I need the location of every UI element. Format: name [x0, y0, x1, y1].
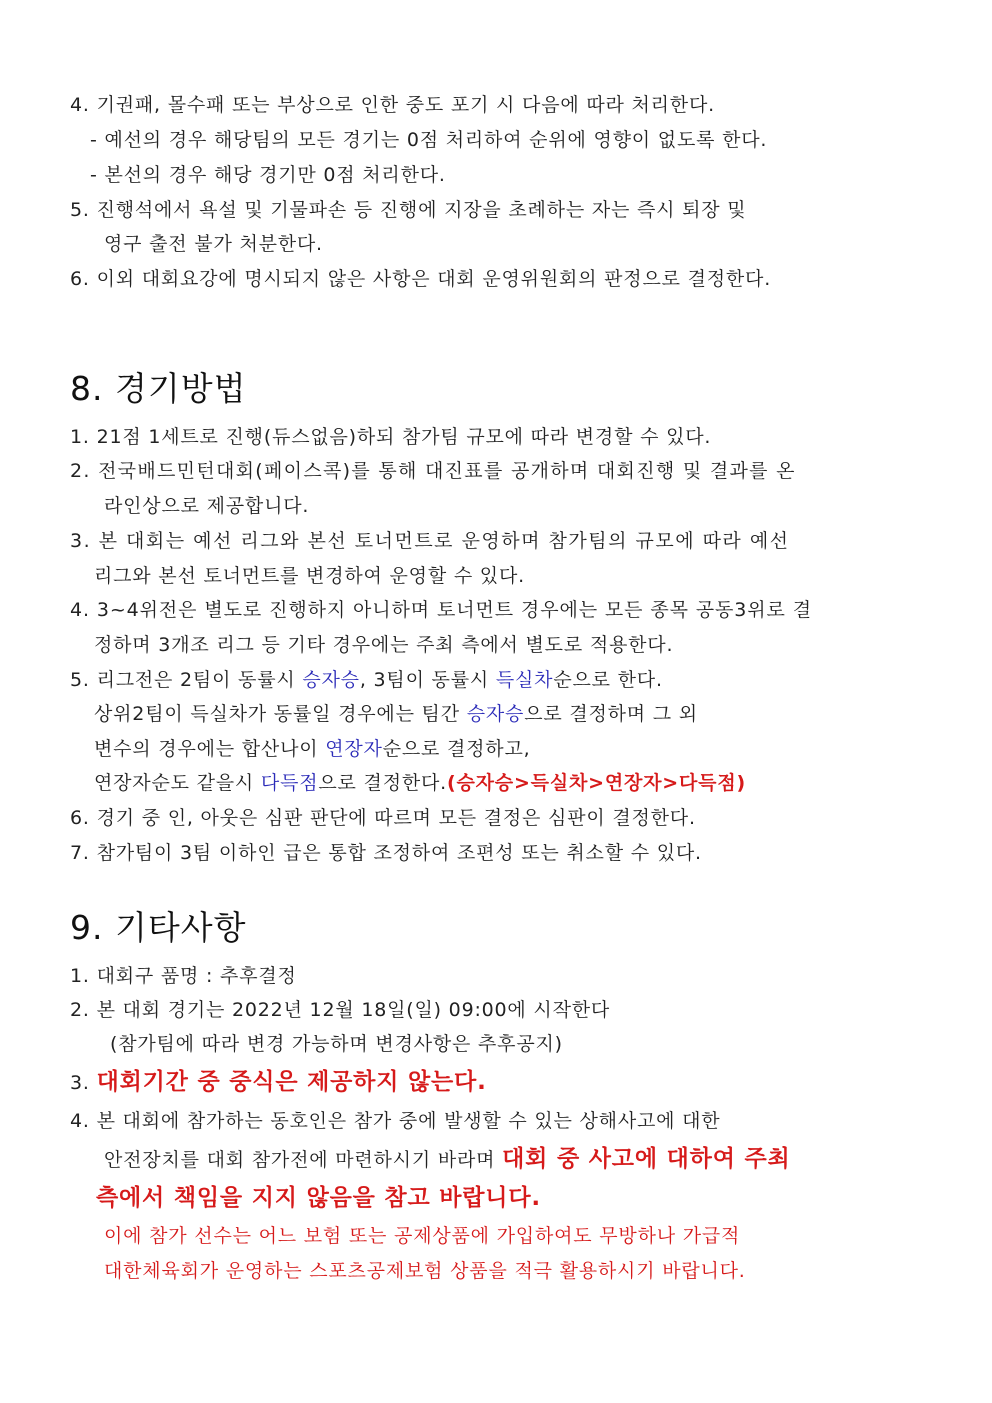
misc-3-number: 3.	[70, 1072, 97, 1094]
method-6: 6. 경기 중 인, 아웃은 심판 판단에 따르며 모든 결정은 심판이 결정한다.	[70, 807, 696, 829]
most-points-term: 다득점	[260, 772, 319, 794]
eldest-term: 연장자	[325, 738, 383, 760]
liability-notice-cont: 측에서 책임을 지지 않음을 참고 바랍니다.	[96, 1185, 541, 1211]
method-5-text: 상위2팀이 득실차가 동률일 경우에는 팀간	[94, 703, 467, 725]
rule-5-conduct-cont: 영구 출전 불가 처분한다.	[104, 233, 323, 255]
method-5	[70, 667, 663, 693]
method-5-text: 5. 리그전은 2팀이 동률시	[70, 669, 303, 691]
tiebreak-order: (승자승>득실차>연장자>다득점)	[447, 772, 746, 794]
rule-6-other: 6. 이외 대회요강에 명시되지 않은 사항은 대회 운영위원회의 판정으로 결정한다.	[70, 268, 772, 290]
head-to-head-term: 승자승	[302, 669, 360, 691]
rule-4-main: - 본선의 경우 해당 경기만 0점 처리한다.	[90, 164, 446, 186]
method-5-text: 순으로 결정하고,	[382, 738, 531, 760]
method-5-text: 으로 결정한다.	[318, 772, 447, 794]
misc-4-line-2	[104, 1146, 791, 1173]
rule-5-conduct: 5. 진행석에서 욕설 및 기물파손 등 진행에 지장을 초례하는 자는 즉시 퇴장 및	[70, 199, 747, 221]
point-difference-term: 득실차	[495, 669, 554, 691]
method-5-line-2	[94, 701, 698, 727]
section-8-heading: 8. 경기방법	[70, 369, 247, 408]
method-5-text: , 3팀이 동률시	[359, 669, 496, 691]
method-5-text: 순으로 한다.	[553, 669, 663, 691]
method-5-text: 연장자순도 같을시	[94, 772, 261, 794]
misc-4-line-3	[96, 1185, 541, 1212]
method-5-text: 으로 결정하며 그 외	[524, 703, 698, 725]
method-5-line-3	[94, 736, 530, 762]
method-5-line-4	[94, 770, 746, 796]
no-lunch-notice: 대회기간 중 중식은 제공하지 않는다.	[96, 1069, 487, 1095]
misc-4: 4. 본 대회에 참가하는 동호인은 참가 중에 발생할 수 있는 상해사고에 대한	[70, 1110, 721, 1132]
method-4: 4. 3~4위전은 별도로 진행하지 아니하며 토너먼트 경우에는 모든 종목 공동3위로 결	[70, 599, 812, 621]
method-5-text: 변수의 경우에는 합산나이	[94, 738, 326, 760]
misc-2: 2. 본 대회 경기는 2022년 12월 18일(일) 09:00에 시작한다	[70, 999, 611, 1021]
head-to-head-term: 승자승	[466, 703, 525, 725]
misc-4-text: 안전장치를 대회 참가전에 마련하시기 바라며	[104, 1149, 503, 1171]
misc-2-note: (참가팀에 따라 변경 가능하며 변경사항은 추후공지)	[110, 1033, 563, 1055]
rule-4-forfeit: 4. 기권패, 몰수패 또는 부상으로 인한 중도 포기 시 다음에 따라 처리한다.	[70, 94, 715, 116]
method-4-cont: 정하며 3개조 리그 등 기타 경우에는 주최 측에서 별도로 적용한다.	[94, 634, 674, 656]
method-2-cont: 라인상으로 제공합니다.	[104, 495, 310, 517]
insurance-notice: 이에 참가 선수는 어느 보험 또는 공제상품에 가입하여도 무방하나 가급적	[104, 1225, 741, 1247]
rule-4-preliminary: - 예선의 경우 해당팀의 모든 경기는 0점 처리하여 순위에 영향이 없도록 한다.	[90, 129, 768, 151]
misc-1: 1. 대회구 품명 : 추후결정	[70, 965, 297, 987]
method-7: 7. 참가팀이 3팀 이하인 급은 통합 조정하여 조편성 또는 취소할 수 있다.	[70, 842, 702, 864]
method-3-cont: 리그와 본선 토너먼트를 변경하여 운영할 수 있다.	[94, 565, 525, 587]
method-1: 1. 21점 1세트로 진행(듀스없음)하되 참가팀 규모에 따라 변경할 수 있다.	[70, 426, 712, 448]
method-3: 3. 본 대회는 예선 리그와 본선 토너먼트로 운영하며 참가팀의 규모에 따라 예선	[70, 530, 790, 552]
insurance-notice-cont: 대한체육회가 운영하는 스포츠공제보험 상품을 적극 활용하시기 바랍니다.	[104, 1260, 746, 1282]
misc-3	[70, 1069, 487, 1096]
liability-notice: 대회 중 사고에 대하여 주최	[502, 1146, 791, 1172]
method-2: 2. 전국배드민턴대회(페이스콕)를 통해 대진표를 공개하며 대회진행 및 결과를 온	[70, 460, 796, 482]
section-9-heading: 9. 기타사항	[70, 908, 247, 947]
